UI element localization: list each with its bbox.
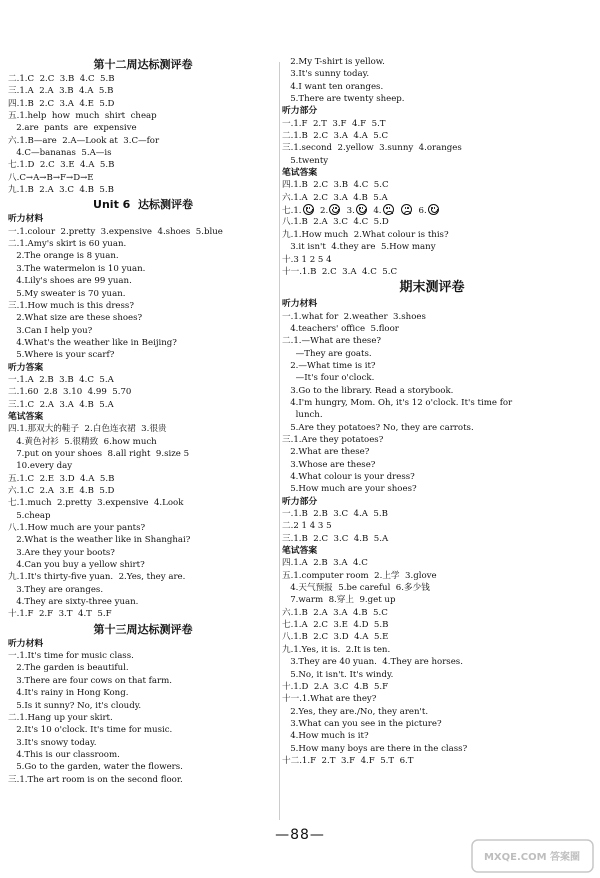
answer-line: 5.Is it sunny? No, it's cloudy. [8,700,142,711]
answer-line: 2.Yes, they are./No, they aren't. [282,706,429,717]
subsection-heading: 听力材料 [282,299,318,310]
answer-line: 3.Go to the library. Read a storybook. [282,385,454,396]
answer-line: 5.How much are your shoes? [282,484,417,495]
answer-line: 六.1.A 2.C 3.A 4.B 5.A [282,192,388,203]
answer-line: 5.twenty [282,155,329,166]
answer-line: 4.C—bananas 5.A—is [8,148,112,159]
answer-line: 三.1.B 2.C 3.C 4.B 5.A [282,533,389,544]
answer-line: 五.1.C 2.E 3.D 4.A 5.B [8,473,115,484]
answer-line: 十一.1.What are they? [282,694,377,705]
answer-line: 3.It's sunny today. [282,69,370,80]
answer-line: 九.1.B 2.A 3.C 4.B 5.B [8,185,114,196]
smiley-label: 6. [418,206,427,217]
answer-line: 5.No, it isn't. It's windy. [282,669,394,680]
answer-line: 三.1.C 2.A 3.A 4.B 5.A [8,399,114,410]
smiley-face-icon [356,204,367,215]
answer-line: 4.黄色衬衫 5.很精致 6.how much [8,436,157,447]
answer-line: 十.1.D 2.A 3.C 4.B 5.F [282,681,389,692]
subsection-heading: 听力材料 [8,638,44,649]
answer-line: 3.Whose are these? [282,459,376,470]
answer-line: 八.C→A→B→F→D→E [8,172,94,183]
answer-line: 一.1.A 2.B 3.B 4.C 5.A [8,374,114,385]
smiley-prefix: 七. [282,206,294,217]
subsection-heading: 笔试答案 [282,168,318,179]
answer-line: 二.2 1 4 3 5 [282,521,332,532]
answer-line: 7.warm 8.穿上 9.get up [282,595,396,606]
answer-line: 二.1.B 2.C 3.A 4.A 5.C [282,131,389,142]
answer-line: 三.1.A 2.A 3.B 4.A 5.B [8,86,114,97]
answer-line: 2.What size are these shoes? [8,313,143,324]
answer-line: 5.Where is your scarf? [8,350,115,361]
answer-line: 4.This is our classroom. [8,749,120,760]
answer-line: 一.1.It's time for music class. [8,651,134,662]
answer-line: 5.Are they potatoes? No, they are carrots. [282,422,474,433]
smiley-face-icon [428,204,439,215]
answer-line: 二.1.Hang up your skirt. [8,712,113,723]
answer-line: 十二.1.F 2.T 3.F 4.F 5.T 6.T [282,755,414,766]
smiley-face-icon [329,204,340,215]
answer-line: 一.1.what for 2.weather 3.shoes [282,311,426,322]
answer-line: 5.There are twenty sheep. [282,94,405,105]
answer-line: 5.How many boys are there in the class? [282,743,468,754]
smiley-label: 4. [373,206,382,217]
answer-line: 2.It's 10 o'clock. It's time for music. [8,725,173,736]
right-answer-column [282,56,582,767]
left-answer-column [8,56,278,786]
subsection-heading: 听力部分 [282,106,318,117]
answer-line: 3.It's snowy today. [8,737,97,748]
section-title: Unit 6 达标测评卷 [93,198,193,212]
subsection-heading: 笔试答案 [282,546,318,557]
answer-line: 二.1.—What are these? [282,336,382,347]
smiley-label: 1. [293,206,302,217]
answer-line: 六.1.C 2.A 3.E 4.B 5.D [8,486,115,496]
answer-line: 4.What colour is your dress? [282,472,415,482]
answer-line: 一.1.B 2.B 3.C 4.A 5.B [282,509,388,520]
answer-line: 五.1.computer room 2.上学 3.glove [282,570,437,581]
answer-line: 三.1.Are they potatoes? [282,434,384,445]
answer-line: 二.1.60 2.8 3.10 4.99 5.70 [8,387,132,398]
smiley-face-icon [303,204,314,215]
answer-line: 4.How much is it? [282,731,369,742]
answer-line: 3.What can you see in the picture? [282,718,442,729]
smiley-label: 3. [346,206,355,217]
answer-line: 5.Go to the garden, water the flowers. [8,762,183,773]
answer-line: 4.天气预报 5.be careful 6.多少钱 [282,583,430,594]
section-title: 期末测评卷 [399,280,465,296]
answer-line: 4.Can you buy a yellow shirt? [8,560,145,571]
answer-line: 2.What are these? [282,447,370,458]
answer-line: 三.1.How much is this dress? [8,300,134,311]
answer-line: 4.Lily's shoes are 99 yuan. [8,276,132,287]
answer-line: 4.What's the weather like in Beijing? [8,337,177,348]
answer-line: 三.1.The art room is on the second floor. [8,774,183,785]
answer-line: 3.They are 40 yuan. 4.They are horses. [282,657,463,668]
answer-line: 十一.1.B 2.C 3.A 4.C 5.C [282,266,398,277]
answer-line-smileys [282,204,582,216]
answer-line: 四.1.那双大的鞋子 2.白色连衣裙 3.很贵 [8,424,167,435]
answer-line: 二.1.C 2.C 3.B 4.C 5.B [8,74,115,84]
answer-line: —It's four o'clock. [282,373,375,384]
answer-line: 3.Are they your boots? [8,547,115,558]
answer-line: 四.1.B 2.C 3.A 4.E 5.D [8,98,115,109]
answer-line: 一.1.F 2.T 3.F 4.F 5.T [282,118,386,129]
answer-line: 5.cheap [8,510,51,521]
column-divider [279,62,280,820]
answer-line: 4.It's rainy in Hong Kong. [8,688,129,699]
answer-line: 五.1.help how much shirt cheap [8,111,157,122]
answer-line: 一.1.colour 2.pretty 3.expensive 4.shoes 5.blue [8,226,223,237]
answer-line: 七.1.much 2.pretty 3.expensive 4.Look [8,498,184,509]
answer-line: 7.put on your shoes 8.all right 9.size 5 [8,448,190,459]
smiley-label: 2. [320,206,329,217]
answer-line: 十.1.F 2.F 3.T 4.T 5.F [8,609,112,620]
answer-line: 3.They are oranges. [8,584,104,595]
answer-line: 二.1.Amy's skirt is 60 yuan. [8,239,127,250]
watermark-text: MXQE.COM 答案圈 [483,852,581,863]
section-title: 第十三周达标测评卷 [93,622,193,636]
answer-line: 九.1.It's thirty-five yuan. 2.Yes, they are. [8,572,186,583]
answer-line: 八.1.B 2.A 3.C 4.C 5.D [282,217,389,228]
answer-line: 十.3 1 2 5 4 [282,254,332,265]
answer-line: 七.1.A 2.C 3.E 4.D 5.B [282,620,389,631]
subsection-heading: 笔试答案 [8,411,44,422]
answer-line: 九.1.Yes, it is. 2.It is ten. [282,644,391,655]
section-title: 第十二周达标测评卷 [93,58,193,71]
answer-line: 3.There are four cows on that farm. [8,675,172,686]
answer-line: 10.every day [8,461,73,472]
answer-line: 四.1.A 2.B 3.A 4.C [282,558,368,569]
answer-line: 5.My sweater is 70 yuan. [8,288,126,299]
sad-face-icon [383,204,394,215]
answer-line: 六.1.B—are 2.A—Look at 3.C—for [8,135,160,146]
sad-face-icon [401,204,412,215]
subsection-heading: 听力答案 [8,362,44,373]
answer-line: 七.1.D 2.C 3.E 4.A 5.B [8,160,115,171]
answer-line: 4.I want ten oranges. [282,81,384,92]
answer-line: 4.teachers' office 5.floor [282,323,399,334]
answer-line: 4.They are sixty-three yuan. [8,597,139,608]
answer-line: 3.Can I help you? [8,325,93,336]
answer-line: 3.it isn't 4.they are 5.How many [282,242,436,253]
answer-line: 2.The garden is beautiful. [8,663,129,674]
answer-line: —They are goats. [282,348,372,359]
watermark-logo [470,838,595,874]
answer-line: 九.1.How much 2.What colour is this? [282,229,449,240]
page-number: —88— [275,827,325,843]
answer-line: 八.1.B 2.C 3.D 4.A 5.E [282,632,389,643]
answer-line: 2.What is the weather like in Shanghai? [8,535,191,546]
answer-line: 2.are pants are expensive [8,123,137,134]
answer-line: 四.1.B 2.C 3.B 4.C 5.C [282,180,389,191]
answer-line: lunch. [282,410,323,421]
answer-line: 2.—What time is it? [282,360,376,371]
answer-line: 4.I'm hungry, Mom. Oh, it's 12 o'clock. It's time for [282,397,513,408]
subsection-heading: 听力材料 [8,214,44,225]
answer-line: 2.The orange is 8 yuan. [8,251,119,262]
answer-line: 六.1.B 2.A 3.A 4.B 5.C [282,607,388,618]
answer-line: 八.1.How much are your pants? [8,523,146,534]
subsection-heading: 听力部分 [282,496,318,507]
answer-line: 3.The watermelon is 10 yuan. [8,263,146,274]
answer-line: 三.1.second 2.yellow 3.sunny 4.oranges [282,143,462,154]
answer-line: 2.My T-shirt is yellow. [282,57,385,67]
